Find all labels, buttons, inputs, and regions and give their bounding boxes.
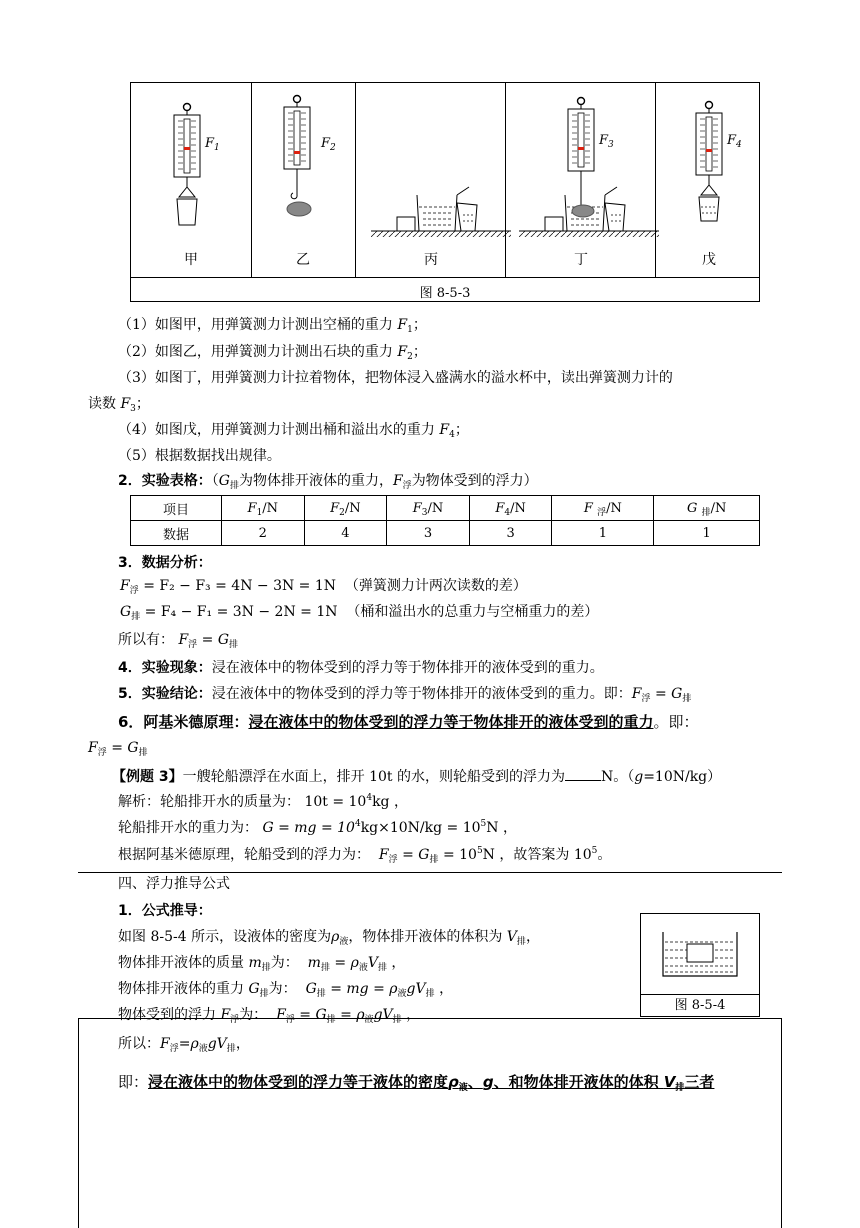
derivation-line-1: 如图 8-5-4 所示，设液体的密度为$\rho_液$，物体排开液体的体积为 $V_排$， <box>118 929 540 947</box>
force-label-1: $F_1$ <box>205 136 220 153</box>
section-4-title: 四、浮力推导公式 <box>118 876 230 892</box>
col-header: G $_排$/N <box>654 496 760 521</box>
table-row <box>131 521 760 546</box>
col-header: $F_3/N$ <box>387 496 470 521</box>
so-formula: 所以：$F_浮=\rho_液gV_排$， <box>118 1036 250 1054</box>
derivation-line-3: 物体排开液体的重力 $G_排$为： $G_排$ = mg = $\rho_液gV_排$ ， <box>118 981 454 999</box>
caption-divider <box>131 277 759 278</box>
label-jia: 甲 <box>184 252 198 268</box>
section-divider <box>78 872 782 873</box>
phenomenon: 4．实验现象：浸在液体中的物体受到的浮力等于物体排开的液体受到的重力。 <box>118 660 604 676</box>
experiment-illustrations <box>131 83 759 277</box>
step-3: （3）如图丁，用弹簧测力计拉着物体，把物体浸入盛满水的溢水杯中，读出弹簧测力计的 <box>118 370 673 386</box>
analysis-heading: 3．数据分析： <box>118 555 212 571</box>
step-4: （4）如图戊，用弹簧测力计测出桶和溢出水的重力 $F_4$； <box>118 422 469 440</box>
col-header: F $_浮$/N <box>552 496 654 521</box>
step-2: （2）如图乙，用弹簧测力计测出石块的重力 $F_2$； <box>118 344 427 362</box>
table-cell: 1 <box>552 521 654 546</box>
step-5: （5）根据数据找出规律。 <box>118 448 281 464</box>
label-wu: 戊 <box>702 252 716 268</box>
force-label-4: $F_4$ <box>727 133 742 150</box>
label-yi: 乙 <box>296 252 310 268</box>
table-cell: 2 <box>222 521 305 546</box>
label-bing: 丙 <box>424 252 438 268</box>
figure-8-5-3 <box>130 82 760 302</box>
final-statement: 即：浸在液体中的物体受到的浮力等于液体的密度$\rho_液$、g、和物体排开液体的体积 $V_排$三者 <box>118 1073 715 1093</box>
label-ding: 丁 <box>574 252 588 268</box>
solution-line-1: 解析：轮船排开水的质量为： $10t = 10^4kg$ ， <box>118 793 408 810</box>
solution-line-2: 轮船排开水的重力为： G = mg = $10^4kg\times 10N/kg = 10^5N$ ， <box>118 819 517 836</box>
col-header: $F_4/N$ <box>469 496 552 521</box>
experiment-data-table <box>130 495 760 546</box>
table-head: 项目 <box>131 496 222 521</box>
archimedes-principle: 6．阿基米德原理：浸在液体中的物体受到的浮力等于物体排开的液体受到的重力。即： <box>118 713 699 731</box>
derivation-heading: 1．公式推导： <box>118 903 212 919</box>
col-header: $F_2/N$ <box>304 496 387 521</box>
force-label-2: $F_2$ <box>321 136 336 153</box>
table-cell: 3 <box>469 521 552 546</box>
container-illustration <box>641 914 759 994</box>
figure-caption: 图 8-5-4 <box>641 994 759 1017</box>
table-cell: 1 <box>654 521 760 546</box>
equation-displaced: $G_排 = F_4 - F_1 = 3N - 2N = 1N$ （桶和溢出水的总重力与空桶重力的差） <box>120 604 599 622</box>
table-head: 数据 <box>131 521 222 546</box>
figure-caption: 图 8-5-3 <box>419 286 471 301</box>
step-3-cont: 读数 $F_3$； <box>88 396 150 414</box>
conclusion: 5．实验结论：浸在液体中的物体受到的浮力等于物体排开的液体受到的重力。即：$F_浮 = G_排$ <box>118 686 692 704</box>
archimedes-equation: $F_浮 = G_排$ <box>88 740 148 758</box>
so-equation: 所以有： $F_浮 = G_排$ <box>118 632 239 650</box>
force-label-3: $F_3$ <box>599 133 614 150</box>
example-question: 【例题 3】一艘轮船漂浮在水面上，排开 10t 的水，则轮船受到的浮力为 N。（g=10N/kg） <box>112 766 721 787</box>
table-heading: 2．实验表格：（$G_排$为物体排开液体的重力，$F_浮$为物体受到的浮力） <box>118 473 538 491</box>
derivation-line-2: 物体排开液体的质量 $m_排$为： $m_排 = \rho_液V_排$ ， <box>118 955 406 973</box>
col-header: $F_1/N$ <box>222 496 305 521</box>
equation-buoyancy: $F_浮 = F_2 - F_3 = 4N - 3N = 1N$ （弹簧测力计两次读数的差） <box>120 578 527 596</box>
derivation-line-4: 物体受到的浮力 $F_浮$为： $F_浮 = G_排 = \rho_液gV_排$ ， <box>118 1007 421 1025</box>
figure-8-5-4 <box>640 913 760 1017</box>
table-cell: 4 <box>304 521 387 546</box>
solution-line-3: 根据阿基米德原理，轮船受到的浮力为： $F_浮 = G_排 = 10^5N$ ，故答案为 $10^5$。 <box>118 846 612 865</box>
table-cell: 3 <box>387 521 470 546</box>
table-row <box>131 496 760 521</box>
step-1: （1）如图甲，用弹簧测力计测出空桶的重力 $F_1$； <box>118 317 427 335</box>
